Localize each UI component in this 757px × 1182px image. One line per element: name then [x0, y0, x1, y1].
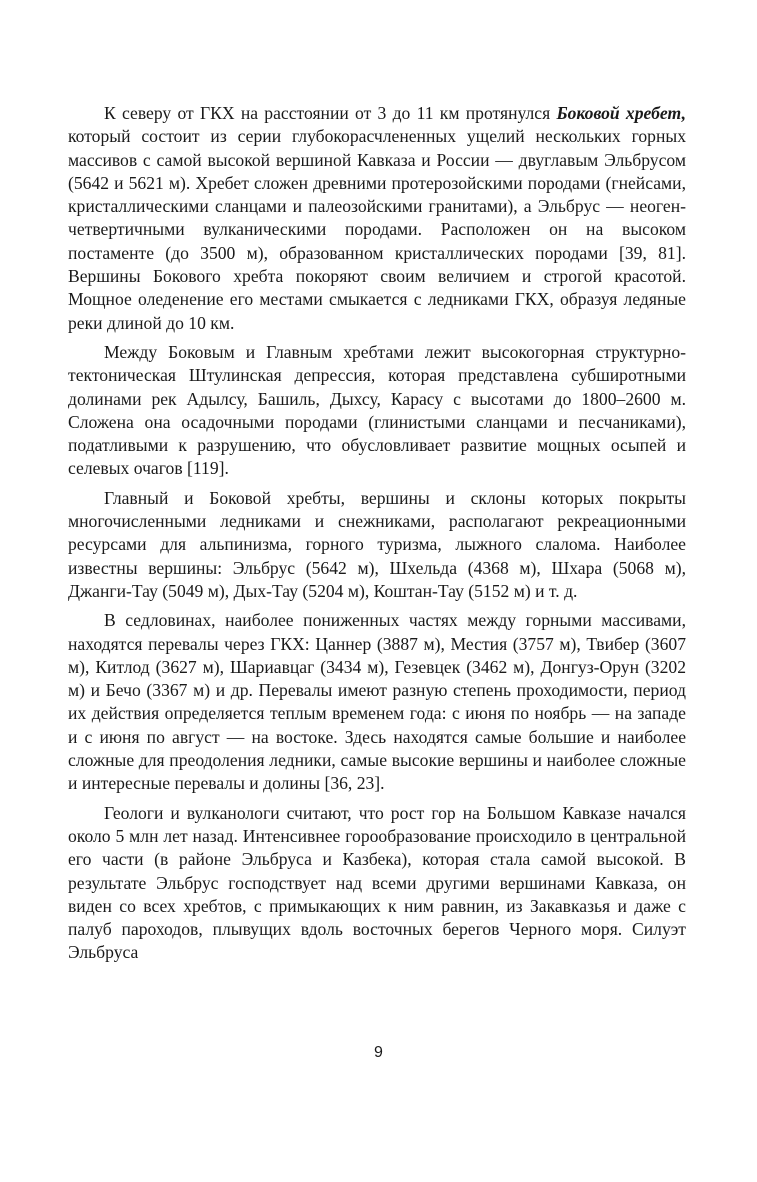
- paragraph-mountain-passes: В седловинах, наиболее пониженных частях между горными массивами, находятся перевалы через ГКХ: Цаннер (3887 м), Местия (3757 м), Твибер (3607 м), Китлод (3627 м), Шариавцаг (3434 м), Гезевцек (3462 м), Донгуз-Орун (3202 м) и Бечо (3367 м) и др. Перевалы имеют разную степень проходимости, период их действия определяется теплым временем года: с июня по ноябрь — на западе и с июня по август — на востоке. Здесь находятся самые большие и наиболее сложные для преодоления ледники, самые высокие вершины и наиболее сложные и интересные перевалы и долины [36, 23].: [68, 610, 686, 794]
- paragraph-recreation-resources: Главный и Боковой хребты, вершины и склоны которых покрыты многочисленными ледниками и снежниками, располагают рекреационными ресурсами для альпинизма, горного туризма, лыжного слалома. Наиболее известны вершины: Эльбрус (5642 м), Шхельда (4368 м), Шхара (5068 м), Джанги-Тау (5049 м), Дых-Тау (5204 м), Коштан-Тау (5152 м) и т. д.: [68, 487, 686, 601]
- page-body: [68, 102, 686, 971]
- paragraph-mountain-formation: Геологи и вулканологи считают, что рост гор на Большом Кавказе начался около 5 млн лет назад. Интенсивнее горообразование происходило в центральной его части (в районе Эльбруса и Казбека), которая стала самой высокой. В результате Эльбрус господствует над всеми другими вершинами Кавказа, он виден со всех хребтов, с примыкающих к ним равнин, из Закавказья и даже с палуб пароходов, плывущих вдоль восточных берегов Черного моря. Силуэт Эльбруса: [68, 802, 686, 963]
- paragraph-shtulinsk-depression: Между Боковым и Главным хребтами лежит высокогорная структурно-тектоническая Штулинская депрессия, которая представлена субширотными долинами рек Адылсу, Башиль, Дыхсу, Карасу с высотами до 1800–2600 м. Сложена она осадочными породами (глинистыми сланцами и песчаниками), податливыми к разрушению, что обусловливает развитие мощных осыпей и селевых очагов [119].: [68, 341, 686, 479]
- paragraph-lateral-ridge: [68, 102, 686, 335]
- paragraph-lateral-ridge-rest: который состоит из серии глубокорасчлененных ущелий нескольких горных массивов с самой высокой вершиной Кавказа и России — двуглавым Эльбрусом (5642 и 5621 м). Хребет сложен древними протерозойскими породами (гнейсами, кристаллическими сланцами и палеозойскими гранитами), а Эльбрус — неоген-четвертичными вулканическими породами. Расположен он на высоком постаменте (до 3500 м), образованном кристаллических породами [39, 81]. Вершины Бокового хребта покоряют своим величием и строгой красотой. Мощное оледенение его местами смыкается с ледниками ГКХ, образуя ледяные реки длиной до 10 км.: [68, 126, 686, 333]
- term-lateral-ridge: Боковой хребет,: [556, 103, 686, 123]
- paragraph-lateral-ridge-lead: К северу от ГКХ на расстоянии от 3 до 11 км протянулся: [104, 103, 557, 123]
- page-number: 9: [374, 1044, 383, 1061]
